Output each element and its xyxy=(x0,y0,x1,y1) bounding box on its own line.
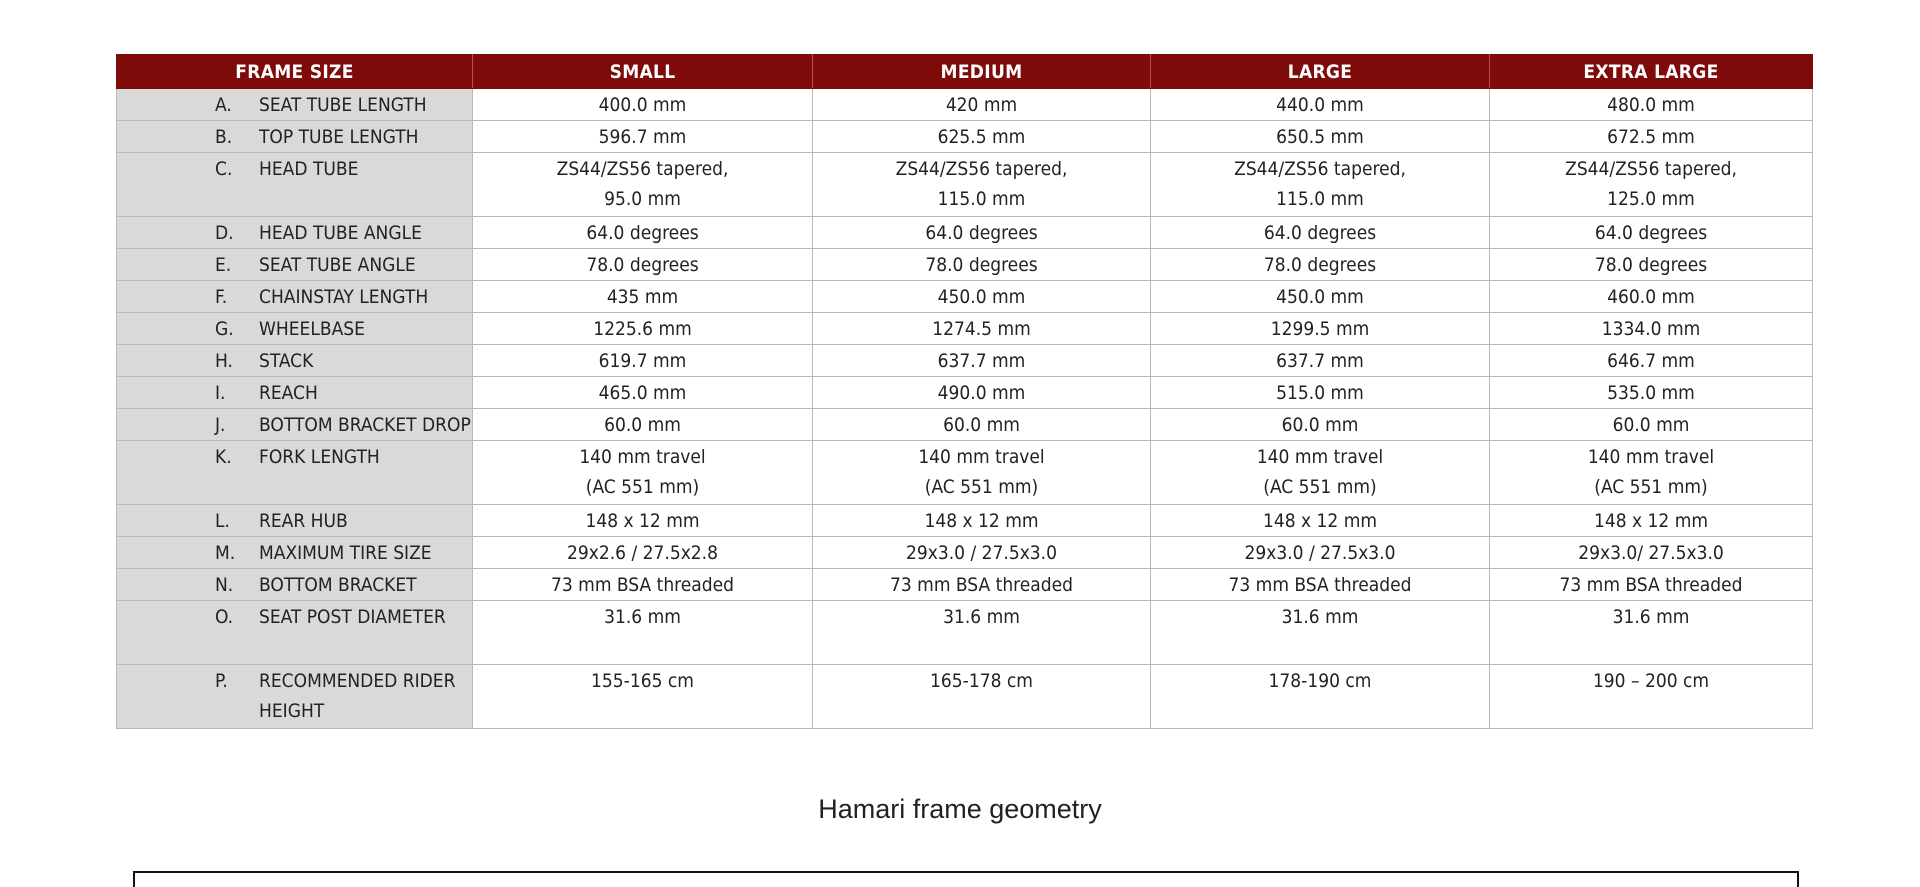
cell-text: 115.0 mm xyxy=(937,188,1026,210)
table-cell xyxy=(473,601,813,665)
row-name: BOTTOM BRACKET DROP xyxy=(259,414,471,436)
cell-text: 465.0 mm xyxy=(598,382,687,404)
table-cell xyxy=(1151,537,1490,569)
cell-text: 29x3.0 / 27.5x3.0 xyxy=(906,542,1057,564)
row-label xyxy=(117,153,473,217)
table-cell xyxy=(1151,441,1490,505)
cell-text: 31.6 mm xyxy=(604,606,681,628)
row-letter: H. xyxy=(215,350,233,372)
row-letter: P. xyxy=(215,670,228,692)
row-letter: B. xyxy=(215,126,233,148)
table-row xyxy=(117,153,1813,217)
cell-text: 672.5 mm xyxy=(1607,126,1695,148)
table-cell xyxy=(1151,505,1490,537)
cell-text: ZS44/ZS56 tapered, xyxy=(1565,158,1737,180)
table-cell xyxy=(473,665,813,729)
table-cell xyxy=(813,569,1151,601)
cell-text: 165-178 cm xyxy=(930,670,1033,692)
cell-text: 460.0 mm xyxy=(1607,286,1695,308)
cell-text: ZS44/ZS56 tapered, xyxy=(1234,158,1406,180)
table-cell xyxy=(473,537,813,569)
cell-text: 450.0 mm xyxy=(937,286,1026,308)
cell-text: 178-190 cm xyxy=(1268,670,1372,692)
table-row xyxy=(117,313,1813,345)
table-row xyxy=(117,505,1813,537)
table-cell xyxy=(813,121,1151,153)
row-label xyxy=(117,505,473,537)
cell-text: 490.0 mm xyxy=(937,382,1026,404)
cell-text: 140 mm travel xyxy=(918,446,1045,468)
cell-text: 190 – 200 cm xyxy=(1592,670,1710,692)
cell-text: 64.0 degrees xyxy=(586,222,699,244)
table-cell xyxy=(813,153,1151,217)
cell-text: 480.0 mm xyxy=(1607,94,1695,116)
row-name: SEAT TUBE LENGTH xyxy=(259,94,427,116)
cell-text: 78.0 degrees xyxy=(586,254,699,276)
cell-text: 64.0 degrees xyxy=(1263,222,1377,244)
header-medium: MEDIUM xyxy=(813,55,1151,89)
row-label xyxy=(117,345,473,377)
row-name: WHEELBASE xyxy=(259,318,365,340)
table-row xyxy=(117,249,1813,281)
table-cell xyxy=(813,601,1151,665)
cell-text: 60.0 mm xyxy=(1612,414,1690,436)
cell-text: 73 mm BSA threaded xyxy=(1559,574,1743,596)
cell-text: 64.0 degrees xyxy=(925,222,1038,244)
table-cell xyxy=(473,313,813,345)
table-row xyxy=(117,537,1813,569)
cell-text: 140 mm travel xyxy=(579,446,706,468)
row-letter: F. xyxy=(215,286,228,308)
cell-text: 148 x 12 mm xyxy=(1262,510,1378,532)
cell-text: 60.0 mm xyxy=(1281,414,1359,436)
table-cell xyxy=(473,441,813,505)
cell-text: 1334.0 mm xyxy=(1601,318,1701,340)
cell-text: 29x3.0/ 27.5x3.0 xyxy=(1578,542,1724,564)
cell-text: 637.7 mm xyxy=(937,350,1026,372)
row-name: RECOMMENDED RIDER HEIGHT xyxy=(259,670,456,722)
cell-text: 596.7 mm xyxy=(598,126,687,148)
next-content-box xyxy=(133,871,1799,887)
table-row xyxy=(117,345,1813,377)
row-name: STACK xyxy=(259,350,314,372)
row-label xyxy=(117,601,473,665)
cell-text: 155-165 cm xyxy=(591,670,694,692)
cell-text: 148 x 12 mm xyxy=(924,510,1039,532)
cell-text: 1299.5 mm xyxy=(1270,318,1370,340)
cell-text: 650.5 mm xyxy=(1276,126,1364,148)
table-cell xyxy=(473,217,813,249)
cell-text: 1225.6 mm xyxy=(593,318,692,340)
cell-text: 60.0 mm xyxy=(943,414,1020,436)
table-cell xyxy=(1490,153,1813,217)
table-cell xyxy=(1151,345,1490,377)
row-letter: M. xyxy=(215,542,236,564)
cell-text: 420 mm xyxy=(945,94,1018,116)
table-cell xyxy=(813,217,1151,249)
row-name: BOTTOM BRACKET xyxy=(259,574,417,596)
table-cell xyxy=(813,665,1151,729)
cell-text: 78.0 degrees xyxy=(925,254,1038,276)
table-row xyxy=(117,281,1813,313)
row-letter: D. xyxy=(215,222,234,244)
cell-text: (AC 551 mm) xyxy=(1263,476,1377,498)
table-row xyxy=(117,121,1813,153)
cell-text: 1274.5 mm xyxy=(932,318,1031,340)
header-frame-size: FRAME SIZE xyxy=(117,55,473,89)
frame-geometry-table xyxy=(116,54,1813,729)
cell-text: ZS44/ZS56 tapered, xyxy=(556,158,729,180)
row-label xyxy=(117,281,473,313)
header-small: SMALL xyxy=(473,55,813,89)
table-cell xyxy=(813,505,1151,537)
table-cell xyxy=(473,505,813,537)
table-cell xyxy=(1151,601,1490,665)
table-cell xyxy=(813,441,1151,505)
row-name: CHAINSTAY LENGTH xyxy=(259,286,429,308)
cell-text: 95.0 mm xyxy=(604,188,681,210)
table-cell xyxy=(1151,377,1490,409)
table-cell xyxy=(1490,89,1813,121)
table-cell xyxy=(813,281,1151,313)
table-cell xyxy=(1151,281,1490,313)
table-row xyxy=(117,89,1813,121)
table-row xyxy=(117,569,1813,601)
cell-text: 31.6 mm xyxy=(1612,606,1690,628)
table-cell xyxy=(813,377,1151,409)
cell-text: (AC 551 mm) xyxy=(1594,476,1708,498)
table-cell xyxy=(1151,89,1490,121)
table-cell xyxy=(1490,441,1813,505)
cell-text: (AC 551 mm) xyxy=(585,476,700,498)
row-letter: L. xyxy=(215,510,230,532)
row-label xyxy=(117,441,473,505)
row-name: SEAT POST DIAMETER xyxy=(259,606,446,628)
cell-text: 78.0 degrees xyxy=(1263,254,1377,276)
row-name: HEAD TUBE xyxy=(259,158,359,180)
table-cell xyxy=(1151,121,1490,153)
row-label xyxy=(117,409,473,441)
table-cell xyxy=(1151,313,1490,345)
table-cell xyxy=(1490,249,1813,281)
table-cell xyxy=(473,153,813,217)
frame-geometry-figure xyxy=(116,54,1812,729)
table-cell xyxy=(813,345,1151,377)
table-cell xyxy=(1490,281,1813,313)
table-cell xyxy=(1151,569,1490,601)
cell-text: 60.0 mm xyxy=(604,414,681,436)
table-cell xyxy=(1490,537,1813,569)
row-name: MAXIMUM TIRE SIZE xyxy=(259,542,432,564)
row-name: TOP TUBE LENGTH xyxy=(259,126,419,148)
cell-text: 625.5 mm xyxy=(937,126,1026,148)
cell-text: 619.7 mm xyxy=(598,350,687,372)
table-cell xyxy=(813,409,1151,441)
row-label xyxy=(117,313,473,345)
cell-text: 435 mm xyxy=(606,286,679,308)
cell-text: 535.0 mm xyxy=(1607,382,1695,404)
table-cell xyxy=(1151,217,1490,249)
table-cell xyxy=(473,249,813,281)
cell-text: 440.0 mm xyxy=(1276,94,1364,116)
table-cell xyxy=(1151,249,1490,281)
table-cell xyxy=(813,89,1151,121)
table-header-row xyxy=(117,55,1813,89)
cell-text: 637.7 mm xyxy=(1276,350,1364,372)
table-cell xyxy=(813,249,1151,281)
cell-text: 115.0 mm xyxy=(1276,188,1364,210)
table-cell xyxy=(1490,601,1813,665)
table-cell xyxy=(473,121,813,153)
cell-text: 148 x 12 mm xyxy=(1593,510,1709,532)
table-cell xyxy=(813,537,1151,569)
table-cell xyxy=(1151,665,1490,729)
row-name: REACH xyxy=(259,382,318,404)
table-cell xyxy=(1490,505,1813,537)
cell-text: 29x3.0 / 27.5x3.0 xyxy=(1244,542,1396,564)
cell-text: 64.0 degrees xyxy=(1594,222,1708,244)
row-letter: I. xyxy=(215,382,226,404)
cell-text: 73 mm BSA threaded xyxy=(1228,574,1412,596)
table-cell xyxy=(1490,313,1813,345)
cell-text: 31.6 mm xyxy=(1281,606,1359,628)
table-cell xyxy=(1490,345,1813,377)
row-letter: E. xyxy=(215,254,232,276)
row-letter: N. xyxy=(215,574,234,596)
row-label xyxy=(117,89,473,121)
cell-text: ZS44/ZS56 tapered, xyxy=(895,158,1068,180)
table-body xyxy=(117,89,1813,729)
table-row xyxy=(117,217,1813,249)
table-cell xyxy=(813,313,1151,345)
row-label xyxy=(117,665,473,729)
row-name: SEAT TUBE ANGLE xyxy=(259,254,416,276)
table-row xyxy=(117,409,1813,441)
row-letter: G. xyxy=(215,318,234,340)
row-label xyxy=(117,217,473,249)
header-extra-large: EXTRA LARGE xyxy=(1490,55,1813,89)
table-cell xyxy=(473,345,813,377)
cell-text: 646.7 mm xyxy=(1607,350,1695,372)
cell-text: 140 mm travel xyxy=(1256,446,1384,468)
table-cell xyxy=(1490,377,1813,409)
table-row xyxy=(117,441,1813,505)
table-row xyxy=(117,665,1813,729)
row-letter: J. xyxy=(215,414,226,436)
cell-text: (AC 551 mm) xyxy=(924,476,1039,498)
row-letter: C. xyxy=(215,158,233,180)
row-name: HEAD TUBE ANGLE xyxy=(259,222,422,244)
table-cell xyxy=(1490,121,1813,153)
row-label xyxy=(117,249,473,281)
table-cell xyxy=(473,281,813,313)
table-cell xyxy=(1490,665,1813,729)
cell-text: 515.0 mm xyxy=(1276,382,1364,404)
cell-text: 73 mm BSA threaded xyxy=(890,574,1073,596)
cell-text: 400.0 mm xyxy=(598,94,687,116)
cell-text: 148 x 12 mm xyxy=(585,510,700,532)
table-cell xyxy=(473,409,813,441)
row-label xyxy=(117,377,473,409)
row-letter: K. xyxy=(215,446,232,468)
table-row xyxy=(117,601,1813,665)
cell-text: 31.6 mm xyxy=(943,606,1020,628)
cell-text: 73 mm BSA threaded xyxy=(551,574,734,596)
table-row xyxy=(117,377,1813,409)
table-cell xyxy=(473,89,813,121)
figure-caption: Hamari frame geometry xyxy=(818,794,1102,824)
table-cell xyxy=(1490,409,1813,441)
cell-text: 140 mm travel xyxy=(1587,446,1715,468)
row-label xyxy=(117,537,473,569)
table-cell xyxy=(1490,569,1813,601)
cell-text: 125.0 mm xyxy=(1607,188,1695,210)
row-label xyxy=(117,569,473,601)
table-cell xyxy=(1151,409,1490,441)
cell-text: 450.0 mm xyxy=(1276,286,1364,308)
cell-text: 29x2.6 / 27.5x2.8 xyxy=(567,542,718,564)
row-name: REAR HUB xyxy=(259,510,348,532)
table-cell xyxy=(473,377,813,409)
row-letter: O. xyxy=(215,606,234,628)
header-large: LARGE xyxy=(1151,55,1490,89)
row-name: FORK LENGTH xyxy=(259,446,380,468)
row-label xyxy=(117,121,473,153)
table-cell xyxy=(1490,217,1813,249)
cell-text: 78.0 degrees xyxy=(1594,254,1708,276)
row-letter: A. xyxy=(215,94,232,116)
table-cell xyxy=(1151,153,1490,217)
table-cell xyxy=(473,569,813,601)
